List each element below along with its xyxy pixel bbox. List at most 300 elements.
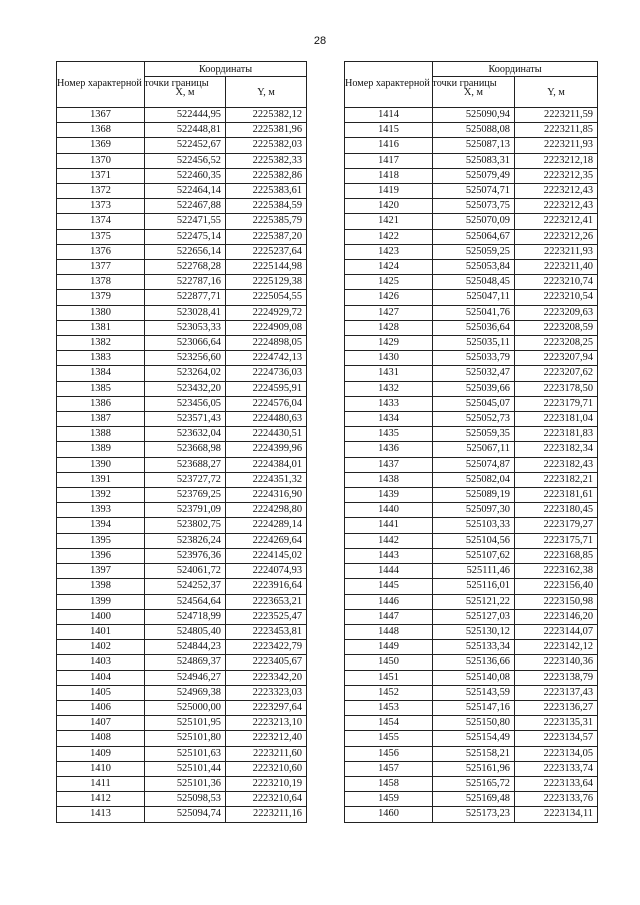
table-row	[345, 564, 598, 579]
point-number-cell: 1414	[345, 108, 433, 123]
x-coordinate-cell: 524969,38	[145, 685, 226, 700]
y-coordinate-cell: 2223212,43	[515, 184, 598, 199]
point-number-cell: 1370	[57, 153, 145, 168]
x-coordinate-cell: 524946,27	[145, 670, 226, 685]
y-coordinate-cell: 2223138,79	[515, 670, 598, 685]
table-row	[57, 533, 307, 548]
table-row	[57, 366, 307, 381]
point-number-cell: 1451	[345, 670, 433, 685]
table-row	[57, 381, 307, 396]
y-coordinate-cell: 2223144,07	[515, 624, 598, 639]
x-coordinate-cell: 525130,12	[433, 624, 515, 639]
x-coordinate-cell: 525165,72	[433, 776, 515, 791]
table-row	[57, 138, 307, 153]
table-row	[57, 564, 307, 579]
x-coordinate-cell: 522877,71	[145, 290, 226, 305]
table-row	[345, 427, 598, 442]
table-row	[345, 244, 598, 259]
point-number-cell: 1423	[345, 244, 433, 259]
point-number-cell: 1380	[57, 305, 145, 320]
y-coordinate-cell: 2223297,64	[226, 700, 307, 715]
table-row	[57, 807, 307, 822]
table-row	[345, 138, 598, 153]
x-coordinate-cell: 525000,00	[145, 700, 226, 715]
y-coordinate-cell: 2224430,51	[226, 427, 307, 442]
y-coordinate-cell: 2223210,64	[226, 792, 307, 807]
table-row	[57, 260, 307, 275]
y-coordinate-cell: 2223134,05	[515, 746, 598, 761]
point-number-cell: 1402	[57, 640, 145, 655]
y-coordinate-cell: 2223342,20	[226, 670, 307, 685]
x-coordinate-cell: 525039,66	[433, 381, 515, 396]
y-coordinate-cell: 2223210,19	[226, 776, 307, 791]
y-coordinate-cell: 2223150,98	[515, 594, 598, 609]
point-number-cell: 1411	[57, 776, 145, 791]
x-coordinate-cell: 525074,87	[433, 457, 515, 472]
point-number-header: Номер характерной точки границы	[57, 62, 145, 108]
y-coordinate-cell: 2223213,10	[226, 716, 307, 731]
y-coordinate-cell: 2225054,55	[226, 290, 307, 305]
y-coordinate-cell: 2223211,40	[515, 260, 598, 275]
table-row	[57, 670, 307, 685]
point-number-cell: 1396	[57, 548, 145, 563]
table-row	[57, 716, 307, 731]
x-coordinate-cell: 523256,60	[145, 351, 226, 366]
point-number-cell: 1405	[57, 685, 145, 700]
table-row	[57, 108, 307, 123]
y-coordinate-cell: 2225237,64	[226, 244, 307, 259]
x-coordinate-cell: 524805,40	[145, 624, 226, 639]
table-row	[57, 731, 307, 746]
table-row	[57, 320, 307, 335]
point-number-cell: 1368	[57, 123, 145, 138]
x-coordinate-cell: 525089,19	[433, 488, 515, 503]
point-number-cell: 1401	[57, 624, 145, 639]
point-number-cell: 1457	[345, 761, 433, 776]
x-coordinate-cell: 523432,20	[145, 381, 226, 396]
y-coordinate-cell: 2223212,18	[515, 153, 598, 168]
y-coordinate-cell: 2223179,27	[515, 518, 598, 533]
x-coordinate-cell: 525143,59	[433, 685, 515, 700]
y-coordinate-cell: 2223162,38	[515, 564, 598, 579]
table-row	[345, 655, 598, 670]
table-row	[345, 366, 598, 381]
point-number-cell: 1378	[57, 275, 145, 290]
x-coordinate-cell: 525059,25	[433, 244, 515, 259]
y-coordinate-cell: 2223212,43	[515, 199, 598, 214]
x-coordinate-cell: 525067,11	[433, 442, 515, 457]
table-row	[345, 503, 598, 518]
table-row	[57, 548, 307, 563]
x-coordinate-cell: 525083,31	[433, 153, 515, 168]
x-coordinate-cell: 523632,04	[145, 427, 226, 442]
y-coordinate-cell: 2223207,94	[515, 351, 598, 366]
y-coordinate-cell: 2223133,74	[515, 761, 598, 776]
point-number-cell: 1433	[345, 396, 433, 411]
x-coordinate-cell: 523976,36	[145, 548, 226, 563]
x-coordinate-cell: 525047,11	[433, 290, 515, 305]
y-column-header: Y, м	[226, 77, 307, 108]
point-number-cell: 1369	[57, 138, 145, 153]
y-coordinate-cell: 2223135,31	[515, 716, 598, 731]
coordinates-table-right	[344, 61, 598, 823]
x-coordinate-cell: 523028,41	[145, 305, 226, 320]
point-number-cell: 1432	[345, 381, 433, 396]
y-coordinate-cell: 2223323,03	[226, 685, 307, 700]
x-coordinate-cell: 525133,34	[433, 640, 515, 655]
point-number-cell: 1443	[345, 548, 433, 563]
point-number-cell: 1384	[57, 366, 145, 381]
y-coordinate-cell: 2223175,71	[515, 533, 598, 548]
y-coordinate-cell: 2223212,35	[515, 168, 598, 183]
point-number-cell: 1447	[345, 609, 433, 624]
point-number-cell: 1386	[57, 396, 145, 411]
x-coordinate-cell: 525101,36	[145, 776, 226, 791]
x-coordinate-cell: 525121,22	[433, 594, 515, 609]
table-row	[57, 518, 307, 533]
table-row	[345, 670, 598, 685]
x-coordinate-cell: 525098,53	[145, 792, 226, 807]
table-row	[345, 381, 598, 396]
x-coordinate-cell: 525032,47	[433, 366, 515, 381]
x-coordinate-cell: 525111,46	[433, 564, 515, 579]
x-coordinate-cell: 525127,03	[433, 609, 515, 624]
table-row	[57, 290, 307, 305]
point-number-cell: 1399	[57, 594, 145, 609]
table-row	[345, 260, 598, 275]
table-row	[57, 153, 307, 168]
point-number-cell: 1448	[345, 624, 433, 639]
point-number-cell: 1427	[345, 305, 433, 320]
y-coordinate-cell: 2223208,25	[515, 336, 598, 351]
y-coordinate-cell: 2223179,71	[515, 396, 598, 411]
x-coordinate-cell: 525059,35	[433, 427, 515, 442]
x-coordinate-cell: 525088,08	[433, 123, 515, 138]
y-coordinate-cell: 2225387,20	[226, 229, 307, 244]
y-coordinate-cell: 2223133,76	[515, 792, 598, 807]
table-row	[57, 624, 307, 639]
point-number-cell: 1418	[345, 168, 433, 183]
point-number-cell: 1375	[57, 229, 145, 244]
x-coordinate-cell: 525090,94	[433, 108, 515, 123]
y-coordinate-cell: 2223209,63	[515, 305, 598, 320]
point-number-cell: 1372	[57, 184, 145, 199]
point-number-cell: 1415	[345, 123, 433, 138]
x-coordinate-cell: 522444,95	[145, 108, 226, 123]
x-coordinate-cell: 525136,66	[433, 655, 515, 670]
point-number-cell: 1438	[345, 472, 433, 487]
y-coordinate-cell: 2225385,79	[226, 214, 307, 229]
y-coordinate-cell: 2225383,61	[226, 184, 307, 199]
point-number-cell: 1434	[345, 412, 433, 427]
y-coordinate-cell: 2224595,91	[226, 381, 307, 396]
y-coordinate-cell: 2224576,04	[226, 396, 307, 411]
x-coordinate-cell: 525161,96	[433, 761, 515, 776]
x-coordinate-cell: 523791,09	[145, 503, 226, 518]
x-coordinate-cell: 525158,21	[433, 746, 515, 761]
table-row	[57, 199, 307, 214]
table-body-left	[57, 108, 307, 823]
x-coordinate-cell: 525045,07	[433, 396, 515, 411]
x-column-header: X, м	[145, 77, 226, 108]
table-row	[57, 229, 307, 244]
table-row	[57, 503, 307, 518]
x-coordinate-cell: 525052,73	[433, 412, 515, 427]
y-column-header: Y, м	[515, 77, 598, 108]
point-number-cell: 1416	[345, 138, 433, 153]
point-number-cell: 1391	[57, 472, 145, 487]
y-coordinate-cell: 2223211,85	[515, 123, 598, 138]
table-row	[345, 290, 598, 305]
table-row	[57, 655, 307, 670]
x-coordinate-cell: 522768,28	[145, 260, 226, 275]
x-coordinate-cell: 523802,75	[145, 518, 226, 533]
table-row	[345, 229, 598, 244]
table-row	[57, 488, 307, 503]
point-number-cell: 1452	[345, 685, 433, 700]
point-number-cell: 1377	[57, 260, 145, 275]
y-coordinate-cell: 2223212,41	[515, 214, 598, 229]
table-row	[57, 184, 307, 199]
x-coordinate-cell: 525079,49	[433, 168, 515, 183]
point-number-cell: 1456	[345, 746, 433, 761]
point-number-cell: 1388	[57, 427, 145, 442]
point-number-cell: 1460	[345, 807, 433, 822]
x-coordinate-cell: 523727,72	[145, 472, 226, 487]
y-coordinate-cell: 2224736,03	[226, 366, 307, 381]
point-number-cell: 1409	[57, 746, 145, 761]
table-row	[345, 275, 598, 290]
table-row	[345, 412, 598, 427]
table-row	[57, 640, 307, 655]
table-row	[345, 108, 598, 123]
x-coordinate-cell: 525041,76	[433, 305, 515, 320]
point-number-cell: 1400	[57, 609, 145, 624]
table-row	[57, 351, 307, 366]
point-number-cell: 1426	[345, 290, 433, 305]
y-coordinate-cell: 2223212,26	[515, 229, 598, 244]
y-coordinate-cell: 2223211,59	[515, 108, 598, 123]
table-row	[345, 807, 598, 822]
y-coordinate-cell: 2223178,50	[515, 381, 598, 396]
table-row	[57, 609, 307, 624]
x-coordinate-cell: 525103,33	[433, 518, 515, 533]
y-coordinate-cell: 2224929,72	[226, 305, 307, 320]
y-coordinate-cell: 2223134,57	[515, 731, 598, 746]
point-number-cell: 1385	[57, 381, 145, 396]
point-number-cell: 1444	[345, 564, 433, 579]
table-row	[345, 776, 598, 791]
table-row	[345, 442, 598, 457]
point-number-cell: 1455	[345, 731, 433, 746]
x-coordinate-cell: 525101,44	[145, 761, 226, 776]
point-number-cell: 1367	[57, 108, 145, 123]
y-coordinate-cell: 2224742,13	[226, 351, 307, 366]
table-row	[345, 761, 598, 776]
y-coordinate-cell: 2223181,83	[515, 427, 598, 442]
x-coordinate-cell: 524718,99	[145, 609, 226, 624]
point-number-cell: 1398	[57, 579, 145, 594]
point-number-cell: 1407	[57, 716, 145, 731]
x-coordinate-cell: 525173,23	[433, 807, 515, 822]
x-coordinate-cell: 522452,67	[145, 138, 226, 153]
x-coordinate-cell: 525154,49	[433, 731, 515, 746]
x-coordinate-cell: 525035,11	[433, 336, 515, 351]
point-number-cell: 1422	[345, 229, 433, 244]
x-coordinate-cell: 522656,14	[145, 244, 226, 259]
table-row	[345, 579, 598, 594]
table-row	[345, 351, 598, 366]
y-coordinate-cell: 2223137,43	[515, 685, 598, 700]
table-row	[345, 457, 598, 472]
y-coordinate-cell: 2223422,79	[226, 640, 307, 655]
x-coordinate-cell: 524869,37	[145, 655, 226, 670]
point-number-header: Номер характерной точки границы	[345, 62, 433, 108]
y-coordinate-cell: 2223140,36	[515, 655, 598, 670]
coordinates-table-left	[56, 61, 307, 823]
table-row	[345, 168, 598, 183]
y-coordinate-cell: 2225382,12	[226, 108, 307, 123]
point-number-cell: 1450	[345, 655, 433, 670]
table-row	[57, 123, 307, 138]
x-coordinate-cell: 525070,09	[433, 214, 515, 229]
point-number-cell: 1417	[345, 153, 433, 168]
point-number-cell: 1404	[57, 670, 145, 685]
point-number-cell: 1428	[345, 320, 433, 335]
point-number-cell: 1435	[345, 427, 433, 442]
table-row	[57, 685, 307, 700]
x-coordinate-cell: 523264,02	[145, 366, 226, 381]
point-number-cell: 1424	[345, 260, 433, 275]
point-number-cell: 1446	[345, 594, 433, 609]
point-number-cell: 1406	[57, 700, 145, 715]
point-number-cell: 1389	[57, 442, 145, 457]
point-number-cell: 1410	[57, 761, 145, 776]
point-number-cell: 1431	[345, 366, 433, 381]
x-coordinate-cell: 523571,43	[145, 412, 226, 427]
table-row	[57, 472, 307, 487]
y-coordinate-cell: 2224898,05	[226, 336, 307, 351]
y-coordinate-cell: 2223168,85	[515, 548, 598, 563]
y-coordinate-cell: 2223207,62	[515, 366, 598, 381]
point-number-cell: 1420	[345, 199, 433, 214]
x-coordinate-cell: 525073,75	[433, 199, 515, 214]
point-number-cell: 1382	[57, 336, 145, 351]
x-coordinate-cell: 525053,84	[433, 260, 515, 275]
y-coordinate-cell: 2223181,04	[515, 412, 598, 427]
y-coordinate-cell: 2223211,93	[515, 244, 598, 259]
point-number-cell: 1393	[57, 503, 145, 518]
point-number-cell: 1421	[345, 214, 433, 229]
y-coordinate-cell: 2224289,14	[226, 518, 307, 533]
x-coordinate-cell: 522471,55	[145, 214, 226, 229]
table-row	[345, 685, 598, 700]
y-coordinate-cell: 2223146,20	[515, 609, 598, 624]
point-number-cell: 1381	[57, 320, 145, 335]
table-row	[345, 214, 598, 229]
x-coordinate-cell: 525107,62	[433, 548, 515, 563]
x-coordinate-cell: 525101,63	[145, 746, 226, 761]
coordinates-header: Координаты	[145, 62, 307, 77]
y-coordinate-cell: 2223212,40	[226, 731, 307, 746]
table-row	[345, 199, 598, 214]
table-row	[345, 123, 598, 138]
table-row	[345, 716, 598, 731]
y-coordinate-cell: 2223134,11	[515, 807, 598, 822]
table-row	[57, 244, 307, 259]
x-coordinate-cell: 525082,04	[433, 472, 515, 487]
y-coordinate-cell: 2223210,54	[515, 290, 598, 305]
x-coordinate-cell: 523826,24	[145, 533, 226, 548]
table-row	[57, 442, 307, 457]
table-row	[57, 305, 307, 320]
table-row	[57, 275, 307, 290]
point-number-cell: 1395	[57, 533, 145, 548]
point-number-cell: 1441	[345, 518, 433, 533]
table-row	[345, 396, 598, 411]
table-row	[57, 700, 307, 715]
y-coordinate-cell: 2223453,81	[226, 624, 307, 639]
point-number-cell: 1371	[57, 168, 145, 183]
x-coordinate-cell: 525094,74	[145, 807, 226, 822]
x-coordinate-cell: 525140,08	[433, 670, 515, 685]
table-row	[57, 594, 307, 609]
y-coordinate-cell: 2223405,67	[226, 655, 307, 670]
table-row	[345, 731, 598, 746]
table-row	[57, 214, 307, 229]
y-coordinate-cell: 2224384,01	[226, 457, 307, 472]
y-coordinate-cell: 2223182,43	[515, 457, 598, 472]
table-row	[57, 412, 307, 427]
table-row	[57, 746, 307, 761]
y-coordinate-cell: 2223525,47	[226, 609, 307, 624]
point-number-cell: 1412	[57, 792, 145, 807]
y-coordinate-cell: 2224480,63	[226, 412, 307, 427]
x-coordinate-cell: 525074,71	[433, 184, 515, 199]
table-row	[345, 305, 598, 320]
point-number-cell: 1453	[345, 700, 433, 715]
y-coordinate-cell: 2224316,90	[226, 488, 307, 503]
x-coordinate-cell: 525036,64	[433, 320, 515, 335]
y-coordinate-cell: 2224399,96	[226, 442, 307, 457]
y-coordinate-cell: 2225144,98	[226, 260, 307, 275]
table-row	[57, 168, 307, 183]
point-number-cell: 1458	[345, 776, 433, 791]
y-coordinate-cell: 2223211,16	[226, 807, 307, 822]
x-coordinate-cell: 525104,56	[433, 533, 515, 548]
point-number-cell: 1449	[345, 640, 433, 655]
y-coordinate-cell: 2223182,21	[515, 472, 598, 487]
x-coordinate-cell: 525064,67	[433, 229, 515, 244]
table-row	[345, 548, 598, 563]
point-number-cell: 1445	[345, 579, 433, 594]
x-coordinate-cell: 522456,52	[145, 153, 226, 168]
x-coordinate-cell: 523688,27	[145, 457, 226, 472]
table-row	[345, 153, 598, 168]
y-coordinate-cell: 2223210,60	[226, 761, 307, 776]
point-number-cell: 1439	[345, 488, 433, 503]
y-coordinate-cell: 2223133,64	[515, 776, 598, 791]
point-number-cell: 1425	[345, 275, 433, 290]
x-coordinate-cell: 522460,35	[145, 168, 226, 183]
x-coordinate-cell: 525097,30	[433, 503, 515, 518]
y-coordinate-cell: 2225382,86	[226, 168, 307, 183]
x-coordinate-cell: 525101,80	[145, 731, 226, 746]
x-coordinate-cell: 525033,79	[433, 351, 515, 366]
y-coordinate-cell: 2223916,64	[226, 579, 307, 594]
table-row	[345, 533, 598, 548]
point-number-cell: 1436	[345, 442, 433, 457]
